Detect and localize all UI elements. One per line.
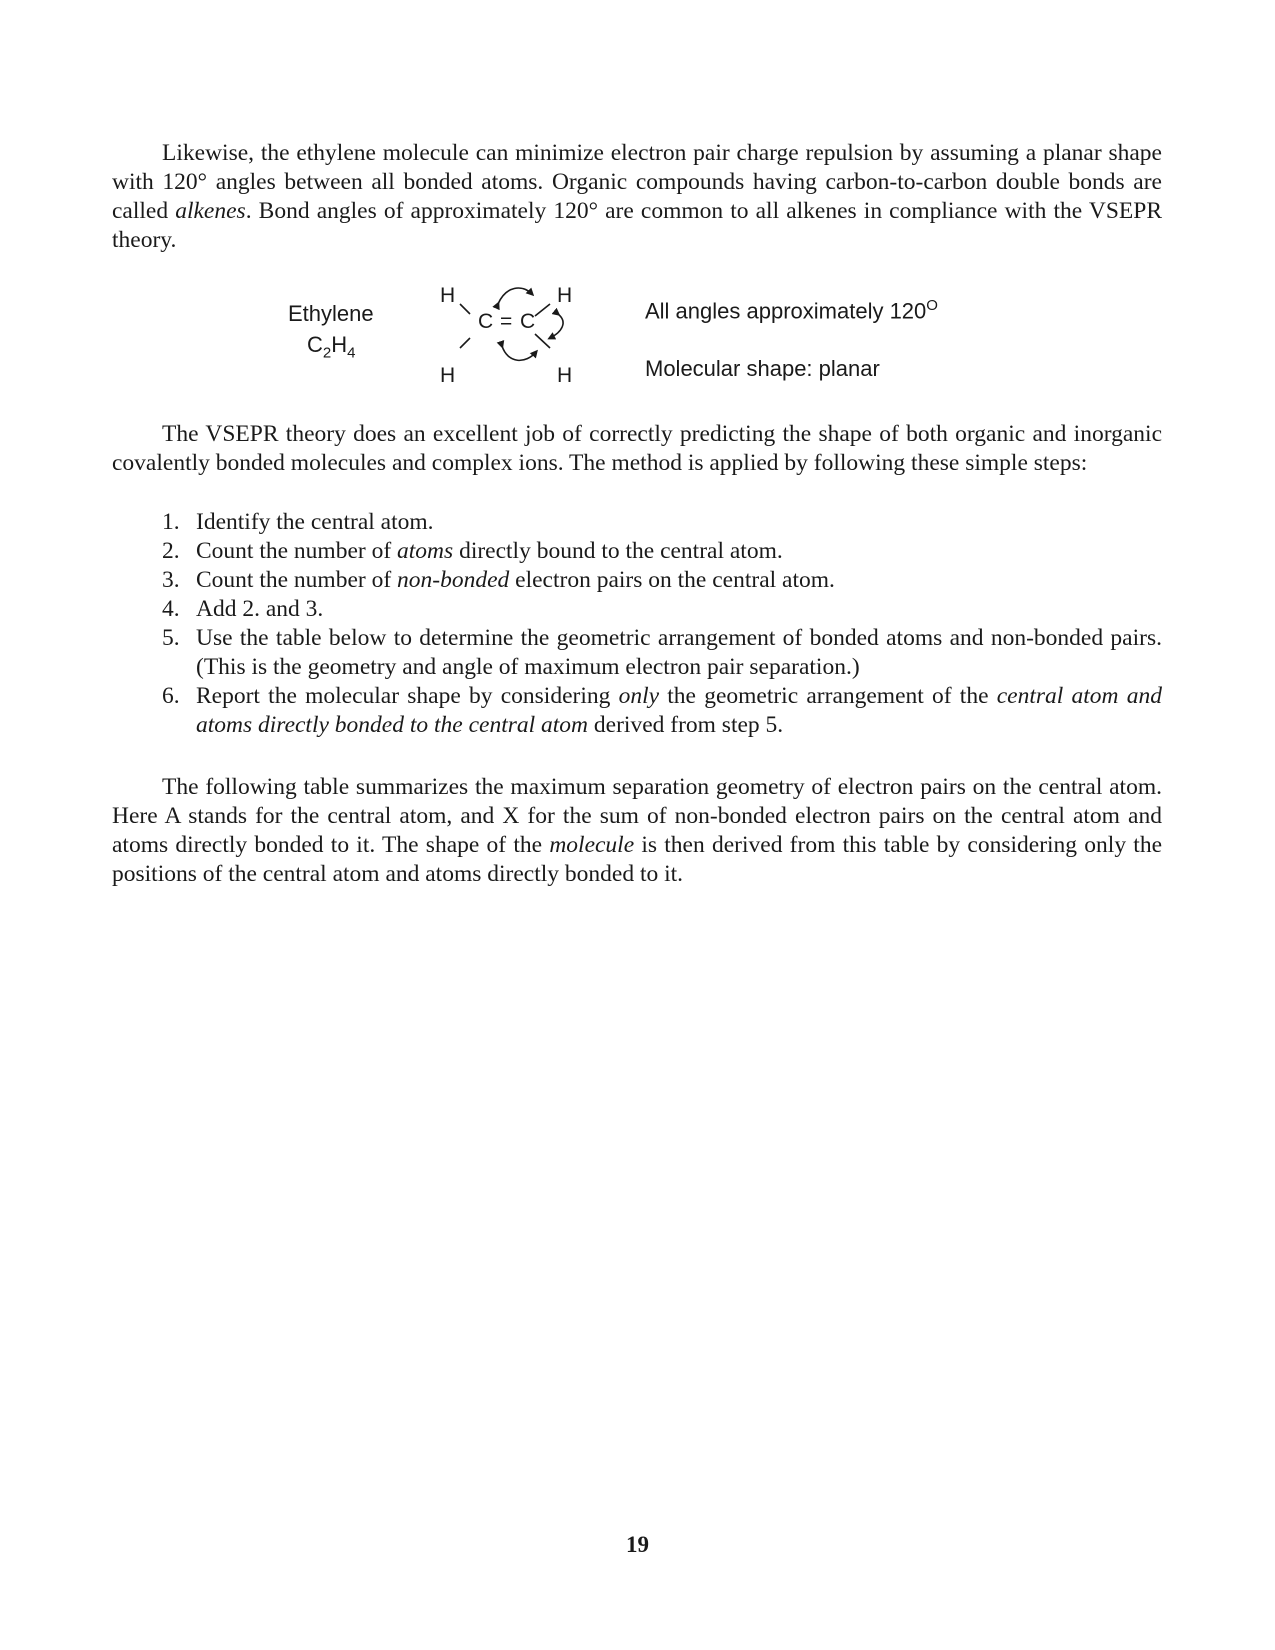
list-item: 6. Report the molecular shape by considering only the geometric arrangement of the central atom and atoms directly bonded to the central atom derived from step 5. — [162, 683, 1162, 738]
atom-h-bottom-right: H — [557, 364, 573, 387]
paragraph-table-summary — [112, 773, 1162, 889]
paragraph-text: Likewise, the ethylene molecule can minimize electron pair charge repulsion by assuming a planar shape with 120° angles between all bonded atoms. Organic compounds having carbon-to-carbon double bonds are called — [112, 140, 1162, 224]
term-alkenes: alkenes — [175, 198, 246, 224]
steps-list — [112, 508, 1162, 740]
shape-caption: Molecular shape: planar — [645, 356, 880, 381]
list-item: 1. Identify the central atom. — [162, 509, 434, 535]
term-molecule: molecule — [549, 832, 635, 858]
paragraph-ethylene — [112, 139, 1162, 255]
list-item: 3. Count the number of non-bonded electron pairs on the central atom. — [162, 567, 835, 593]
atom-h-bottom-left: H — [440, 364, 456, 387]
paragraph-text: is then derived from this table by considering only the positions of the central atom and atoms directly bonded to it. — [112, 832, 1163, 887]
molecule-formula: $C_2H_4$ — [307, 332, 356, 362]
atom-c-right: C — [520, 310, 536, 333]
atom-c-left: C — [478, 310, 494, 333]
paragraph-vsepr-intro: The VSEPR theory does an excellent job of correctly predicting the shape of both organic and inorganic covalently bonded molecules and complex ions. The method is applied by following these simple steps: — [112, 421, 1162, 476]
page-number: 19 — [626, 1532, 649, 1557]
list-item: 2. Count the number of atoms directly bound to the central atom. — [162, 538, 783, 564]
atom-h-top-right: H — [557, 284, 573, 307]
angles-caption: All angles approximately $120^O$ — [645, 297, 938, 324]
list-item: 4. Add 2. and 3. — [162, 596, 324, 622]
atom-h-top-left: H — [440, 284, 456, 307]
paragraph-text: The following table summarizes the maximum separation geometry of electron pairs on the central atom. Here A stands for the central atom, and X for the sum of non-bonded electron pairs on the central atom and atoms directly bonded to it. The shape of the — [112, 774, 1162, 858]
paragraph-text: . Bond angles of approximately 120° are common to all alkenes in compliance with the VSEPR theory. — [112, 198, 1162, 253]
ethylene-structure-diagram — [440, 280, 590, 390]
ethylene-figure — [0, 280, 1275, 390]
list-item: 5. Use the table below to determine the geometric arrangement of bonded atoms and non-bonded pairs. (This is the geometry and angle of maximum electron pair separation.) — [162, 625, 1162, 680]
molecule-name: Ethylene — [288, 301, 374, 326]
double-bond: = — [500, 310, 513, 333]
